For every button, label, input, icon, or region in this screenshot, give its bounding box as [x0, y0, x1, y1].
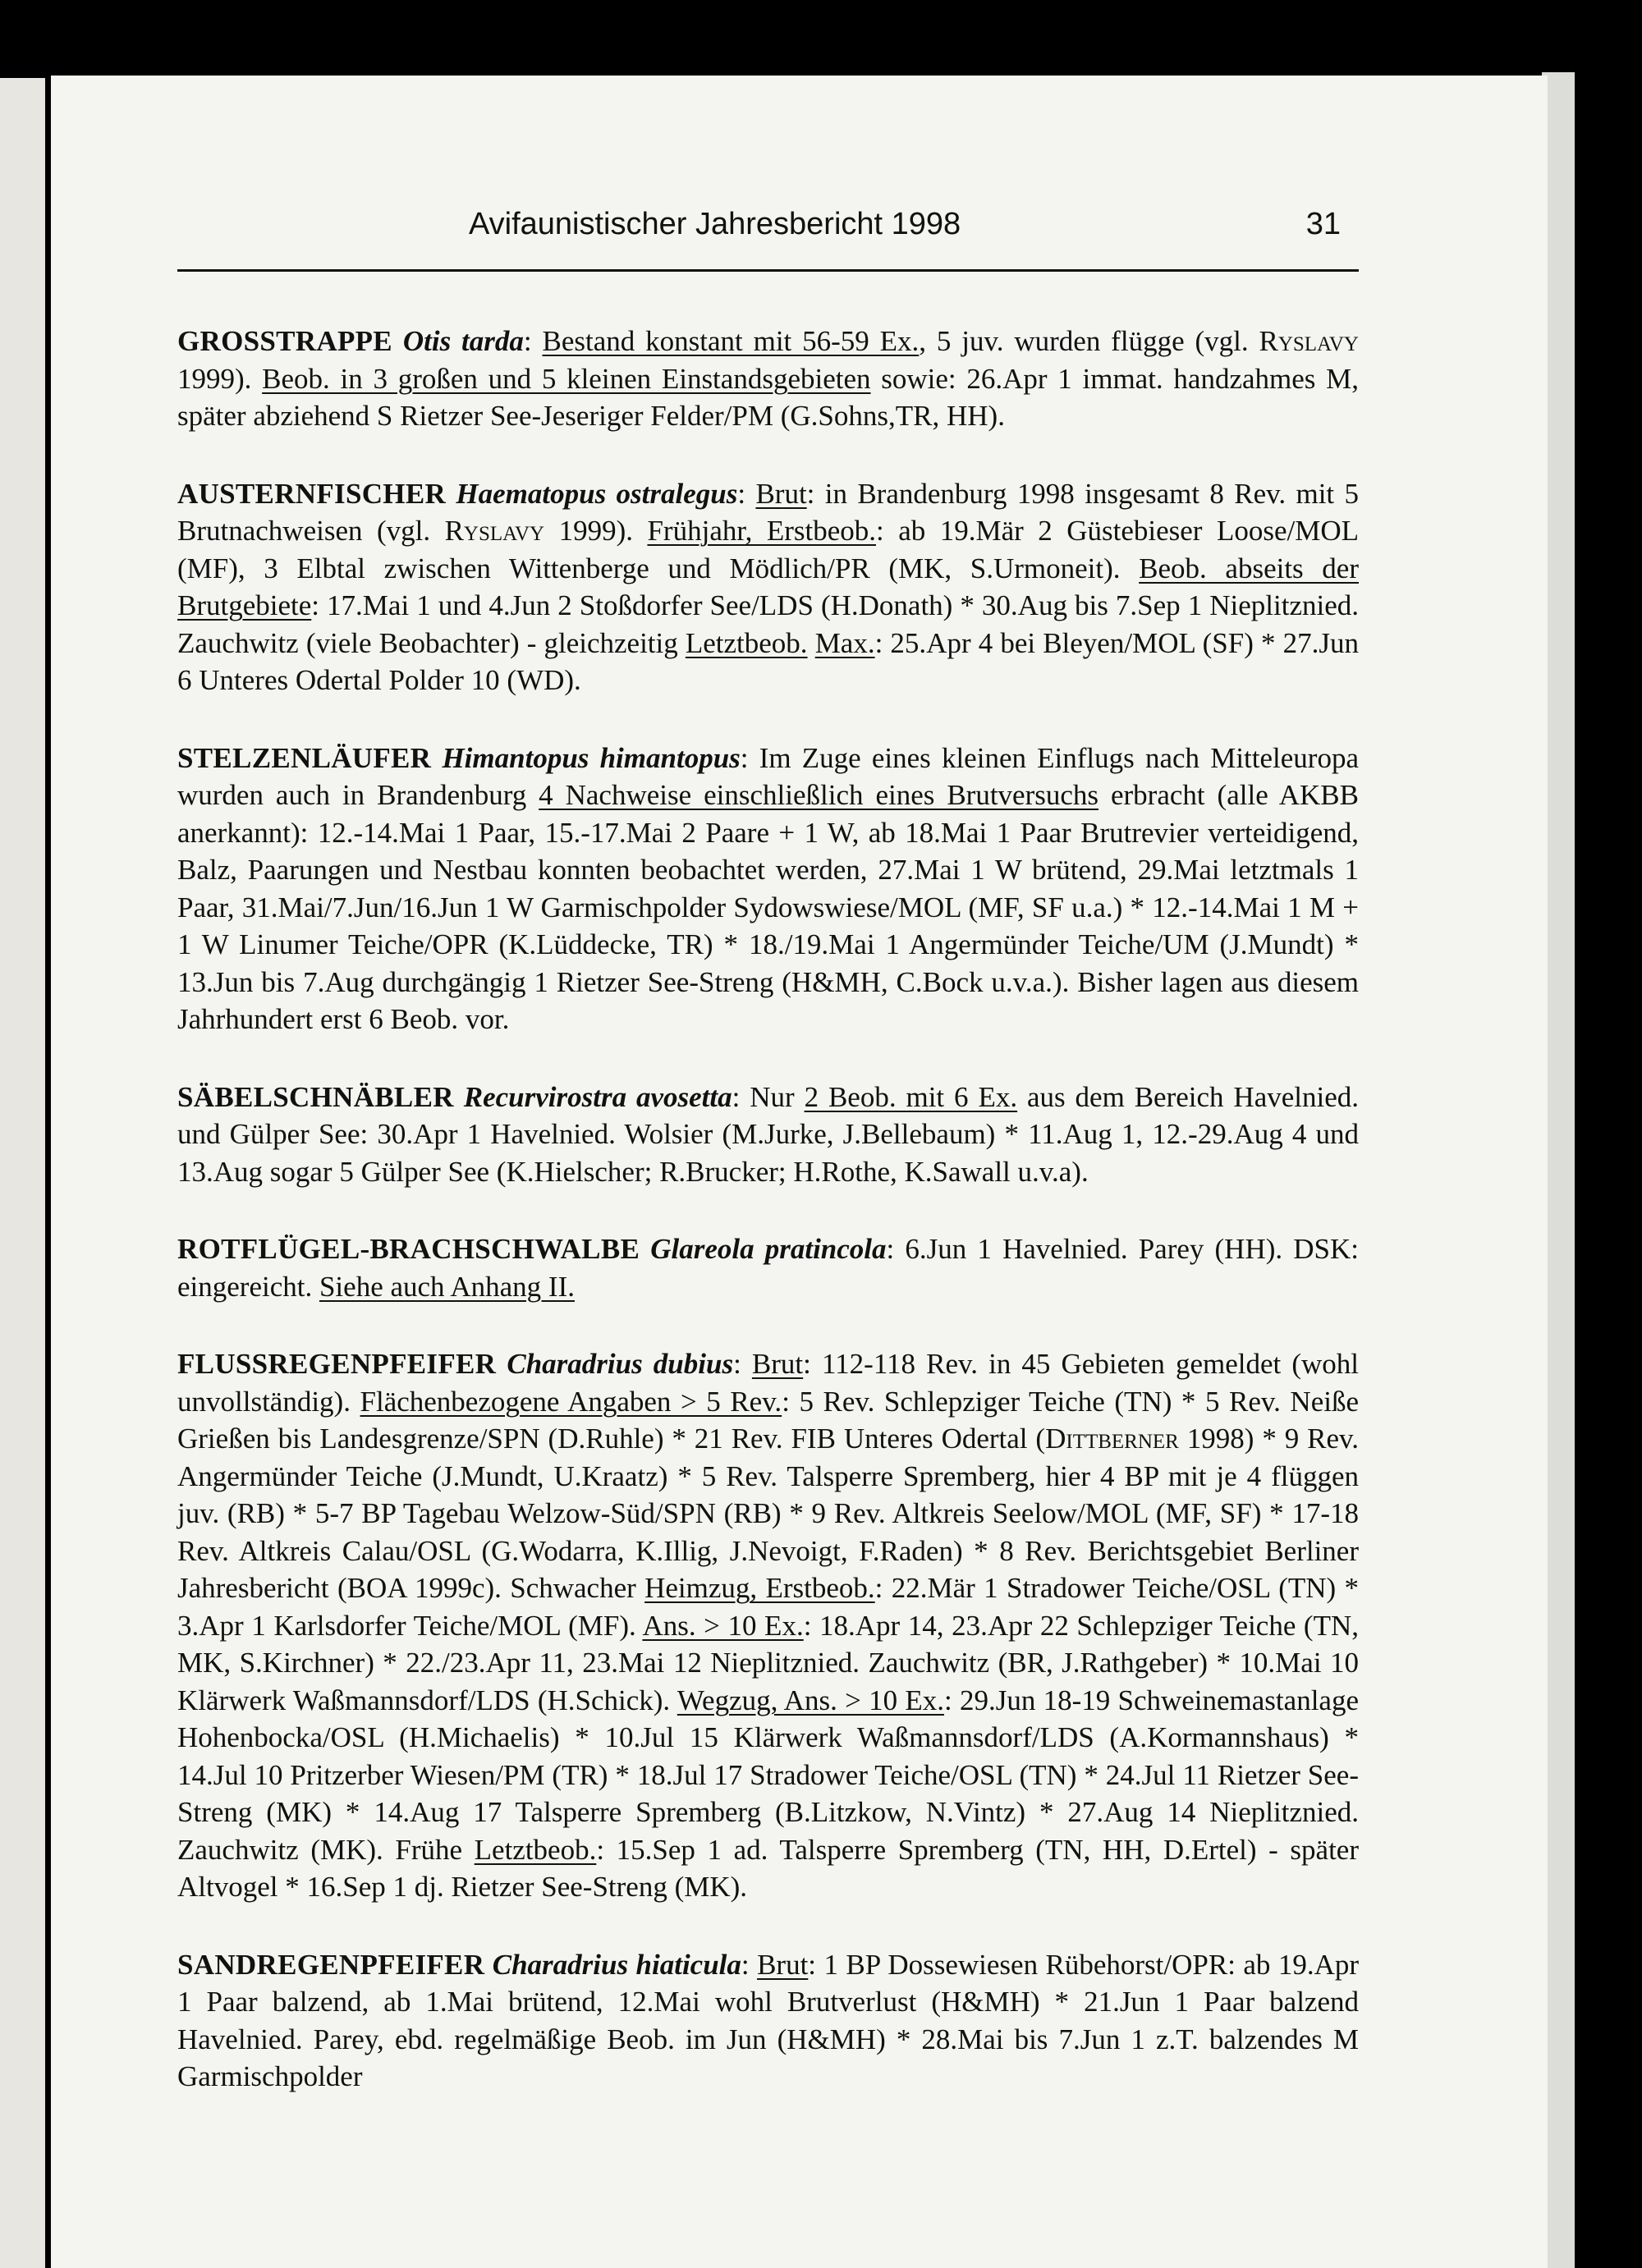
entry-text: : in Brandenburg 1998 insgesamt 8 Rev. mit 5 Brutnachweisen (vgl.: [177, 477, 1359, 547]
entry-text: : 15.Sep 1 ad. Talsperre Spremberg (TN, HH, D.Ertel) - später Altvogel * 16.Sep 1 dj. Rietzer See-Streng (MK).: [177, 1833, 1359, 1903]
entry-text: : 25.Apr 4 bei Bleyen/MOL (SF) * 27.Jun 6 Unteres Odertal Polder 10 (WD).: [177, 626, 1359, 696]
running-title: Avifaunistischer Jahresbericht 1998: [469, 207, 961, 241]
underlined-heading: Max.: [814, 626, 875, 659]
entry-text: : 29.Jun 18-19 Schweinemastanlage Hohenbocka/OSL (H.Michaelis) * 10.Jul 15 Klärwerk Waßmannsdorf/LDS (A.Kormannshaus) * 14.Jul 10 Pritzerber Wiesen/PM (TR) * 18.Jul 17 Stradower Teiche/OSL (TN) * 24.Jul 11 Rietzer See-Streng (MK) * 14.Aug 17 Talsperre Spremberg (B.Litzkow, N.Vintz) * 27.Aug 14 Nieplitznied. Zauchwitz (MK). Frühe: [177, 1684, 1359, 1866]
underlined-heading: Flächenbezogene Angaben > 5 Rev.: [360, 1385, 782, 1418]
underlined-heading: Beob. in 3 großen und 5 kleinen Einstandsgebieten: [262, 362, 871, 395]
species-name: SÄBELSCHNÄBLER: [177, 1080, 454, 1113]
entry-text: : 22.Mär 1 Stradower Teiche/OSL (TN) * 3.Apr 1 Karlsdorfer Teiche/MOL (MF).: [177, 1572, 1359, 1642]
entry-text: : 17.Mai 1 und 4.Jun 2 Stoßdorfer See/LDS (H.Donath) * 30.Aug bis 7.Sep 1 Nieplitznied. Zauchwitz (viele Beobachter) - gleichzeitig: [177, 589, 1359, 659]
entry-text: sowie: 26.Apr 1 immat. handzahmes M, später abziehend S Rietzer See-Jeseriger Felder/PM (G.Sohns,TR, HH).: [177, 362, 1359, 432]
entry-text: erbracht (alle AKBB anerkannt): 12.-14.Mai 1 Paar, 15.-17.Mai 2 Paare + 1 W, ab 18.Mai 1 Paar Brutrevier verteidigend, Balz, Paarungen und Nestbau konnten beobachtet werden, 27.Mai 1 W brütend, 29.Mai letztmals 1 Paar, 31.Mai/7.Jun/16.Jun 1 W Garmischpolder Sydowswiese/MOL (MF, SF u.a.) * 12.-14.Mai 1 M + 1 W Linumer Teiche/OPR (K.Lüddecke, TR) * 18./19.Mai 1 Angermünder Teiche/UM (J.Mundt) * 13.Jun bis 7.Aug durchgängig 1 Rietzer See-Streng (H&MH, C.Bock u.v.a.). Bisher lagen aus diesem Jahrhundert erst 6 Beob. vor.: [177, 779, 1359, 1035]
entry-text: : 1 BP Dossewiesen Rübehorst/OPR: ab 19.Apr 1 Paar balzend, ab 1.Mai brütend, 12.Mai wohl Brutverlust (H&MH) * 21.Jun 1 Paar balzend Havelnied. Parey, ebd. regelmäßige Beob. im Jun (H&MH) * 28.Mai bis 7.Jun 1 z.T. balzendes M Garmischpolder: [177, 1948, 1359, 2092]
author-citation: Ryslavy: [444, 515, 545, 547]
underlined-heading: Wegzug, Ans. > 10 Ex.: [677, 1684, 944, 1716]
entry-text: : ab 19.Mär 2 Güstebieser Loose/MOL (MF), 3 Elbtal zwischen Wittenberge und Mödlich/PR (MK, S.Urmoneit).: [177, 515, 1359, 584]
underlined-heading: Heimzug, Erstbeob.: [644, 1572, 875, 1604]
entry-text: , 5 juv. wurden flügge (vgl.: [919, 325, 1259, 357]
scientific-name: Glareola pratincola: [650, 1233, 887, 1265]
scientific-name: Otis tarda: [402, 325, 524, 357]
species-name: AUSTERNFISCHER: [177, 477, 447, 510]
entry-text: [808, 627, 815, 659]
entry-text: : 112-118 Rev. in 45 Gebieten gemeldet (wohl unvollständig).: [177, 1348, 1360, 1418]
page-number: 31: [1305, 207, 1341, 241]
header-rule: [177, 269, 1359, 272]
scientific-name: Himantopus himantopus: [442, 741, 741, 774]
species-entry: [177, 475, 1359, 699]
scientific-name: Charadrius hiaticula: [492, 1948, 741, 1981]
species-name: GROSSTRAPPE: [177, 325, 392, 357]
entry-text: :: [737, 477, 756, 510]
species-entry: [177, 1946, 1359, 2096]
species-name: SANDREGENPFEIFER: [177, 1948, 485, 1981]
underlined-heading: Brut: [751, 1348, 804, 1380]
running-header: [177, 207, 1359, 256]
entry-text: 1999).: [544, 515, 648, 547]
underlined-heading: Frühjahr, Erstbeob.: [647, 515, 876, 547]
entry-text: : Im Zuge eines kleinen Einflugs nach Mitteleuropa wurden auch in Brandenburg: [177, 741, 1359, 811]
underlined-heading: Letztbeob.: [474, 1833, 597, 1866]
entry-text: :: [523, 325, 543, 357]
species-entry: [177, 1230, 1359, 1305]
species-entries: [177, 323, 1359, 2096]
scientific-name: Charadrius dubius: [507, 1348, 734, 1380]
entry-text: : 5 Rev. Schlepziger Teiche (TN) * 5 Rev. Neiße Grießen bis Landesgrenze/SPN (D.Ruhle) * 21 Rev. FIB Unteres Odertal (: [177, 1385, 1359, 1455]
left-page-edge: [0, 78, 45, 2268]
species-name: STELZENLÄUFER: [177, 741, 432, 774]
underlined-heading: Siehe auch Anhang II.: [319, 1270, 575, 1303]
entry-text: : Nur: [732, 1080, 805, 1113]
entry-text: 1999).: [177, 362, 263, 395]
underlined-heading: Letztbeob.: [685, 626, 808, 659]
species-entry: [177, 1079, 1359, 1191]
entry-text: : 18.Apr 14, 23.Apr 22 Schlepziger Teiche (TN, MK, S.Kirchner) * 22./23.Apr 11, 23.Mai 12 Nieplitznied. Zauchwitz (BR, J.Rathgeber) * 10.Mai 10 Klärwerk Waßmannsdorf/LDS (H.Schick).: [177, 1609, 1359, 1716]
species-entry: [177, 1345, 1359, 1906]
underlined-heading: 4 Nachweise einschließlich eines Brutversuchs: [539, 779, 1099, 811]
species-entry: [177, 740, 1359, 1038]
entry-text: :: [733, 1348, 752, 1380]
author-citation: Dittberner: [1045, 1423, 1179, 1455]
scientific-name: Haematopus ostralegus: [456, 477, 738, 510]
underlined-heading: Beob. abseits der Brutgebiete: [177, 552, 1359, 621]
scientific-name: Recurvirostra avosetta: [463, 1080, 732, 1113]
entry-text: : 6.Jun 1 Havelnied. Parey (HH). DSK: eingereicht.: [177, 1233, 1359, 1303]
author-citation: Ryslavy: [1259, 325, 1359, 357]
underlined-heading: Brut: [757, 1948, 809, 1981]
entry-text: :: [741, 1948, 758, 1981]
species-name: FLUSSREGENPFEIFER: [177, 1348, 497, 1380]
species-entry: [177, 323, 1359, 435]
underlined-heading: Ans. > 10 Ex.: [642, 1609, 804, 1642]
book-page: [51, 76, 1548, 2268]
species-name: ROTFLÜGEL-BRACHSCHWALBE: [177, 1233, 640, 1265]
entry-text: 1998) * 9 Rev. Angermünder Teiche (J.Mundt, U.Kraatz) * 5 Rev. Talsperre Spremberg, hier 4 BP mit je 4 flüggen juv. (RB) * 5-7 BP Tagebau Welzow-Süd/SPN (RB) * 9 Rev. Altkreis Seelow/MOL (MF, SF) * 17-18 Rev. Altkreis Calau/OSL (G.Wodarra, K.Illig, J.Nevoigt, F.Raden) * 8 Rev. Berichtsgebiet Berliner Jahresbericht (BOA 1999c). Schwacher: [177, 1423, 1359, 1604]
underlined-heading: Brut: [755, 477, 807, 510]
entry-text: aus dem Bereich Havelnied. und Gülper See: 30.Apr 1 Havelnied. Wolsier (M.Jurke, J.Bellebaum) * 11.Aug 1, 12.-29.Aug 4 und 13.Aug sogar 5 Gülper See (K.Hielscher; R.Brucker; H.Rothe, K.Sawall u.v.a).: [177, 1080, 1360, 1188]
underlined-heading: 2 Beob. mit 6 Ex.: [804, 1080, 1018, 1113]
underlined-heading: Bestand konstant mit 56-59 Ex.: [542, 325, 920, 357]
